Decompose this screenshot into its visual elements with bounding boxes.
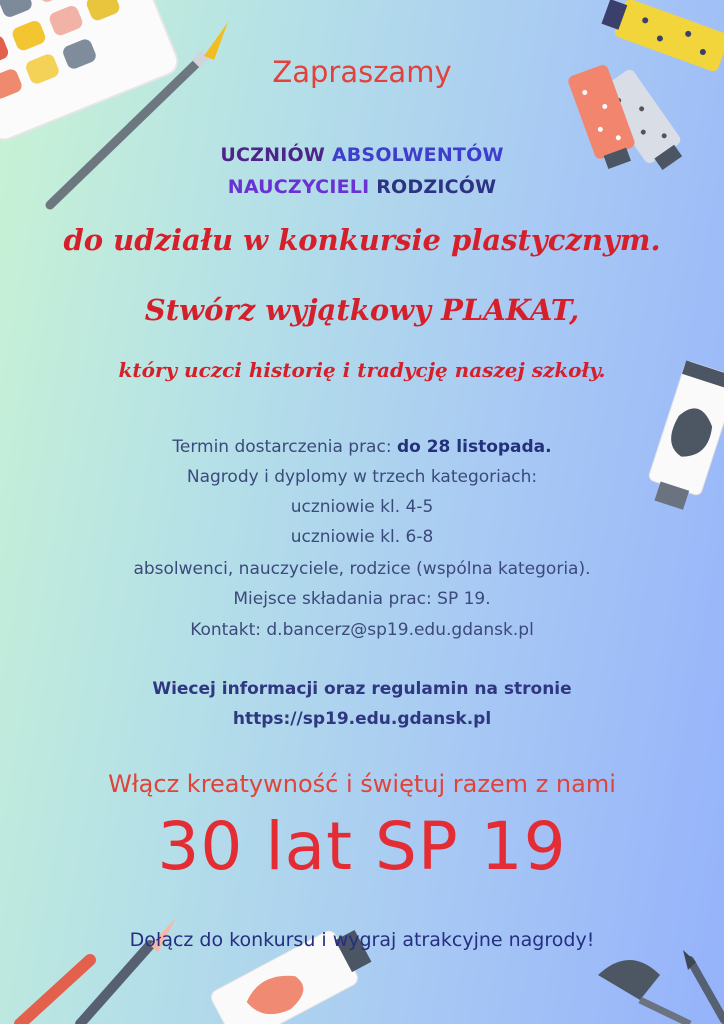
deadline-value: do 28 listopada.: [396, 437, 552, 457]
info-category-3: absolwenci, nauczyciele, rodzice (wspólna kategoria).: [133, 559, 591, 579]
info-place: Miejsce składania prac: SP 19.: [233, 589, 491, 609]
info-category-2: uczniowie kl. 6-8: [290, 527, 434, 547]
info-awards: Nagrody i dyplomy w trzech kategoriach:: [186, 467, 538, 487]
audience-line-2: [0, 176, 724, 198]
headline-contest: do udziału w konkursie plastycznym.: [63, 223, 661, 257]
audience-parents: RODZICÓW: [376, 176, 497, 198]
invite-heading: Zapraszamy: [272, 55, 452, 89]
deadline-label: Termin dostarczenia prac:: [172, 437, 397, 457]
fan-brush-icon: [598, 950, 724, 1024]
join-message: Dołącz do konkursu i wygraj atrakcyjne nagrody!: [129, 929, 595, 951]
audience-alumni: ABSOLWENTÓW: [331, 144, 504, 166]
headline-tradition: który uczci historię i tradycję naszej szkoły.: [118, 358, 606, 382]
info-contact: Kontakt: d.bancerz@sp19.edu.gdansk.pl: [190, 620, 534, 640]
headline-poster: Stwórz wyjątkowy PLAKAT,: [144, 293, 580, 327]
audience-line-1: [0, 144, 724, 166]
anniversary-title: 30 lat SP 19: [157, 808, 567, 885]
call-to-action: Włącz kreatywność i świętuj razem z nami: [108, 770, 616, 798]
more-info-url: https://sp19.edu.gdansk.pl: [232, 709, 492, 729]
audience-teachers: NAUCZYCIELI: [227, 176, 370, 198]
info-category-1: uczniowie kl. 4-5: [290, 497, 434, 517]
info-deadline: [0, 437, 724, 457]
audience-students: UCZNIÓW: [220, 144, 326, 166]
more-info: Wiecej informacji oraz regulamin na stronie: [152, 679, 572, 699]
